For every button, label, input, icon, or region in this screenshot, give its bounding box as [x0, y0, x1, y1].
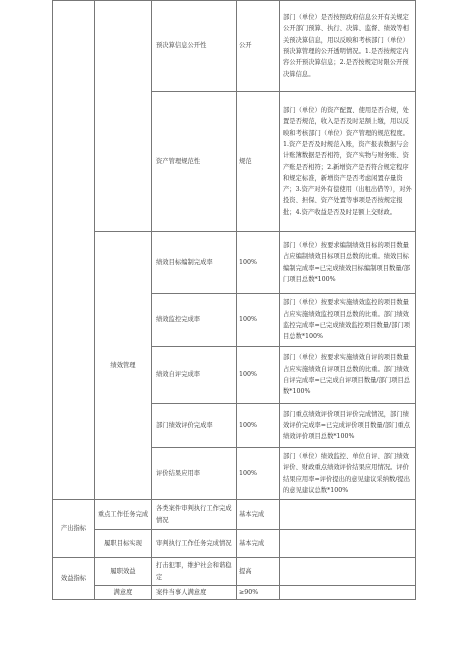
- indicator-description: 部门（单位）按要求实施绩效监控的项目数量占应实施绩效监控项目总数的比重。部门绩效监控完成率=已完成绩效监控项目数量/部门项目总数*100%: [280, 294, 416, 347]
- indicator-name: 案件当事人满意度: [152, 586, 237, 600]
- indicator-name: 预决算信息公开性: [152, 1, 237, 92]
- table-row: [53, 586, 416, 600]
- indicator-target: 公开: [237, 1, 280, 92]
- indicator-name: 评价结果应用率: [152, 448, 237, 500]
- category-cell: 产出指标: [53, 500, 95, 558]
- indicator-name: 绩效自评完成率: [152, 347, 237, 404]
- indicator-target: ≥90%: [237, 586, 280, 600]
- subcategory-cell: 重点工作任务完成: [95, 500, 152, 530]
- subcategory-cell: 绩效管理: [95, 232, 152, 500]
- indicator-target: 100%: [237, 232, 280, 294]
- indicator-description: 部门重点绩效评价项目评价完成情况，部门绩效评价完成率=已完成评价项目数量/部门重点绩效评价项目总数*100%: [280, 404, 416, 448]
- subcategory-cell: 满意度: [95, 586, 152, 600]
- indicator-description: 部门（单位）绩效监控、单位自评、部门绩效评价、财政重点绩效评价结果应用情况。评价结果应用率=评价提出的意见建议采纳数/提出的意见建议总数*100%: [280, 448, 416, 500]
- indicator-table: [52, 0, 416, 600]
- indicator-description: [280, 558, 416, 586]
- subcategory-cell-continued: [95, 1, 152, 232]
- table-row: [53, 1, 416, 92]
- indicator-description: [280, 586, 416, 600]
- indicator-target: 100%: [237, 294, 280, 347]
- indicator-target: 基本完成: [237, 500, 280, 530]
- table-row: [53, 558, 416, 586]
- indicator-description: 部门（单位）是否按照政府信息公开有关规定公开部门预算、执行、决算、监督、绩效等相关预决算信息，用以反映和考核部门（单位）预决算管理的公开透明情况。1.是否按规定内容公开预决算信息；2.是否按规定时限公开预决算信息。: [280, 1, 416, 92]
- indicator-description: 部门（单位）按要求编制绩效目标的项目数量占应编制绩效目标项目总数的比重。绩效目标编制完成率=已完成绩效目标编制项目数量/部门项目总数*100%: [280, 232, 416, 294]
- indicator-target: 规范: [237, 92, 280, 232]
- indicator-name: 各类案件审判执行工作完成情况: [152, 500, 237, 530]
- indicator-target: 100%: [237, 347, 280, 404]
- subcategory-cell: 履职效益: [95, 558, 152, 586]
- indicator-target: 100%: [237, 404, 280, 448]
- indicator-name: 资产管理规范性: [152, 92, 237, 232]
- indicator-description: 部门（单位）的资产配置、使用是否合规，处置是否规范，收入是否及时足额上缴，用以反映和考核部门（单位）资产管理的规范程度。1.资产是否及时规范入账，资产报表数据与会计账簿数据是否相符，资产实物与财务账、资产账是否相符；2.新增资产是否符合规定程序和规定标准，新增资产是否考虑闲置存量资产；3.资产对外有偿使用（出租出借等），对外投资、担保、资产处置等事项是否按规定报批；4.资产收益是否及时足额上交财政。: [280, 92, 416, 232]
- indicator-description: [280, 530, 416, 558]
- indicator-target: 基本完成: [237, 530, 280, 558]
- indicator-name: 打击犯罪，维护社会和谐稳定: [152, 558, 237, 586]
- indicator-target: 提高: [237, 558, 280, 586]
- table-row: [53, 232, 416, 294]
- indicator-name: 审判执行工作任务完成情况: [152, 530, 237, 558]
- indicator-target: 100%: [237, 448, 280, 500]
- indicator-description: [280, 500, 416, 530]
- indicator-name: 绩效监控完成率: [152, 294, 237, 347]
- subcategory-cell: 履职目标实现: [95, 530, 152, 558]
- indicator-name: 绩效目标编制完成率: [152, 232, 237, 294]
- table-row: [53, 500, 416, 530]
- indicator-description: 部门（单位）按要求实施绩效自评的项目数量占应实施绩效自评项目总数的比重。部门绩效自评完成率=已完成自评项目数量/部门项目总数*100%: [280, 347, 416, 404]
- indicator-name: 部门绩效评价完成率: [152, 404, 237, 448]
- category-cell-continued: [53, 1, 95, 500]
- category-cell: 效益指标: [53, 558, 95, 600]
- table-row: [53, 530, 416, 558]
